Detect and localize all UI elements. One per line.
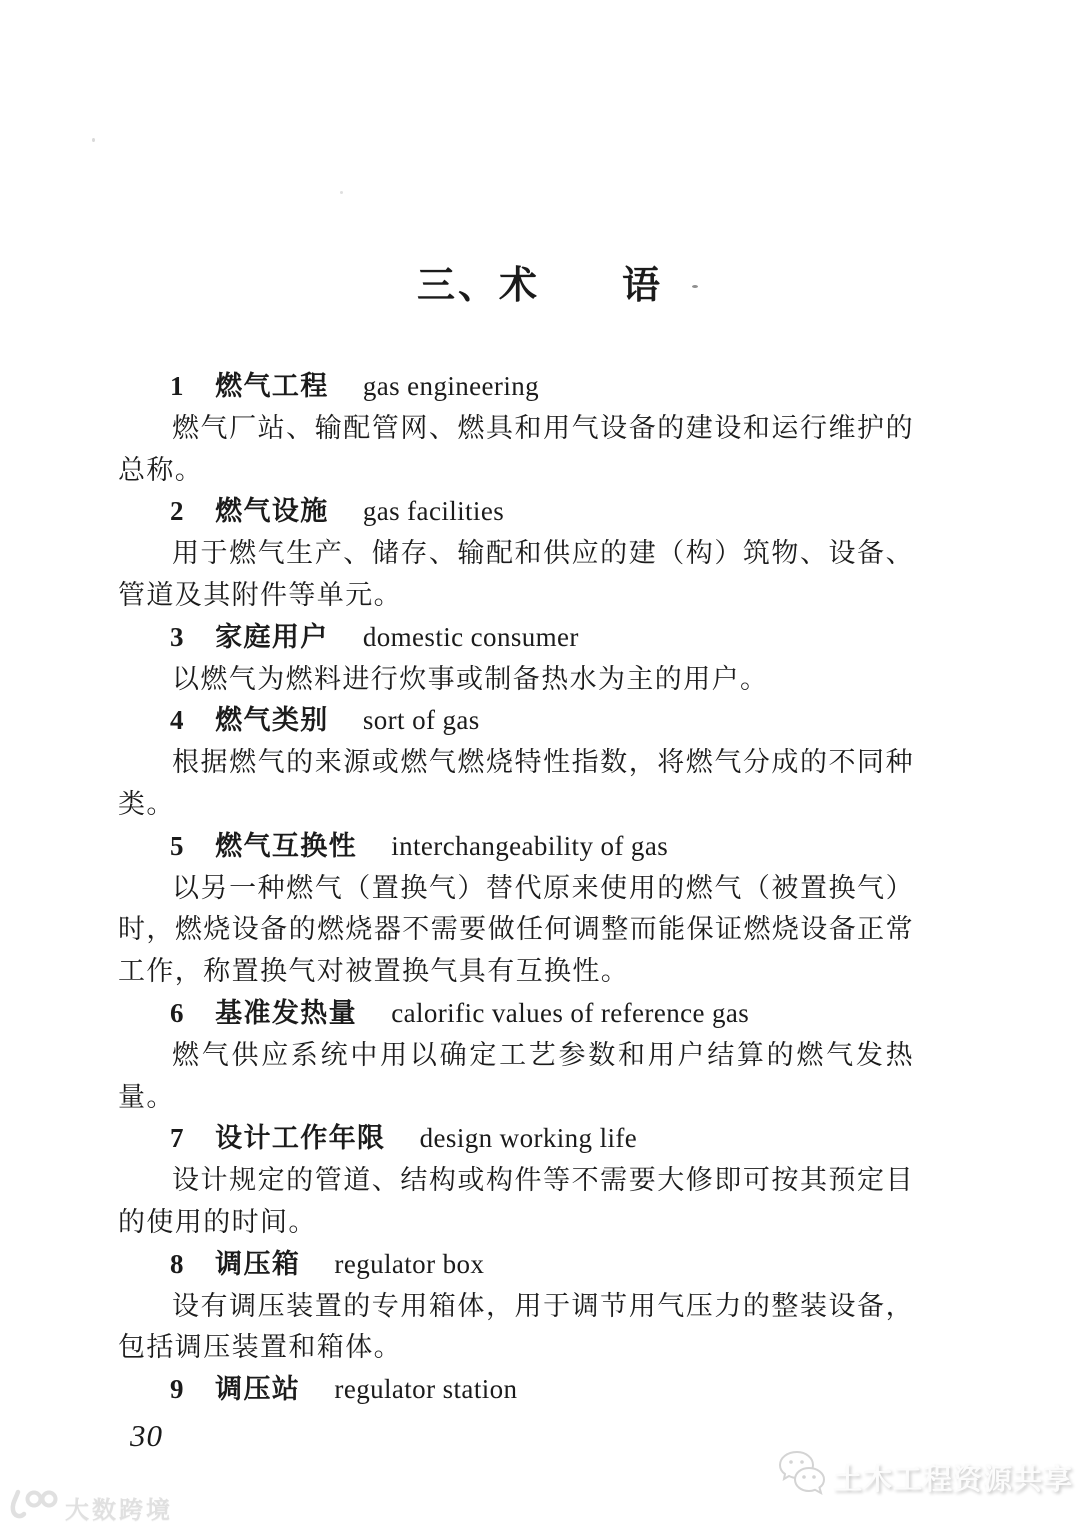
term-name-english: gas facilities bbox=[362, 496, 505, 527]
term-heading bbox=[118, 366, 914, 408]
term-name-chinese: 调压站 bbox=[215, 1374, 301, 1405]
term-name-chinese: 基准发热量 bbox=[215, 997, 358, 1028]
term-heading bbox=[118, 1244, 914, 1286]
watermark-left-label: 大数跨境 bbox=[65, 1497, 173, 1524]
term-name-english: domestic consumer bbox=[362, 621, 579, 652]
term-number: 5 bbox=[170, 830, 185, 861]
term-name-english: gas engineering bbox=[362, 371, 540, 401]
term-heading bbox=[118, 826, 914, 868]
term-name-chinese: 燃气类别 bbox=[215, 705, 329, 736]
term-definition: 以燃气为燃料进行炊事或制备热水为主的用户。 bbox=[172, 663, 769, 694]
scan-speck bbox=[92, 138, 95, 142]
term-name-english: regulator station bbox=[334, 1374, 518, 1405]
term-number: 8 bbox=[170, 1248, 185, 1279]
term-definition: 用于燃气生产、储存、输配和供应的建（构）筑物、设备、管道及其附件等单元。 bbox=[118, 538, 914, 610]
term-heading bbox=[118, 993, 914, 1035]
term-name-chinese: 家庭用户 bbox=[215, 621, 329, 652]
terms-list bbox=[118, 366, 914, 1411]
term-name-english: design working life bbox=[419, 1123, 638, 1154]
watermark-bottom-left bbox=[8, 1488, 173, 1527]
term-definition: 设有调压装置的专用箱体，用于调节用气压力的整装设备，包括调压装置和箱体。 bbox=[118, 1290, 914, 1363]
term-name-chinese: 调压箱 bbox=[215, 1248, 301, 1279]
term-heading bbox=[118, 1118, 914, 1160]
term-heading bbox=[118, 1369, 914, 1411]
term-name-english: sort of gas bbox=[362, 705, 480, 736]
term-number: 2 bbox=[170, 496, 185, 527]
watermark-right-label: 土木工程资源共享 bbox=[833, 1464, 1074, 1496]
page-number: 30 bbox=[130, 1418, 163, 1453]
term-definition: 燃气厂站、输配管网、燃具和用气设备的建设和运行维护的总称。 bbox=[118, 412, 914, 485]
term-number: 3 bbox=[170, 621, 185, 652]
watermark-bottom-right bbox=[775, 1450, 1073, 1505]
term-heading bbox=[118, 617, 914, 659]
term-number: 7 bbox=[170, 1123, 185, 1154]
term-name-english: interchangeability of gas bbox=[391, 830, 669, 861]
term-number: 1 bbox=[170, 371, 185, 401]
dashu-100-glasses-logo-icon bbox=[8, 1488, 58, 1527]
term-name-chinese: 燃气互换性 bbox=[215, 830, 358, 861]
wechat-icon bbox=[775, 1450, 827, 1505]
term-heading bbox=[118, 491, 914, 533]
term-name-chinese: 燃气工程 bbox=[215, 371, 329, 401]
term-name-english: calorific values of reference gas bbox=[391, 997, 750, 1028]
term-name-english: regulator box bbox=[334, 1248, 485, 1279]
term-definition: 设计规定的管道、结构或构件等不需要大修即可按其预定目的使用的时间。 bbox=[118, 1165, 914, 1237]
scan-speck bbox=[340, 191, 343, 194]
term-definition: 燃气供应系统中用以确定工艺参数和用户结算的燃气发热量。 bbox=[118, 1039, 914, 1112]
term-name-chinese: 设计工作年限 bbox=[215, 1123, 386, 1154]
term-number: 4 bbox=[170, 705, 185, 736]
term-number: 6 bbox=[170, 997, 185, 1028]
page-title: 三、术 语 bbox=[416, 265, 663, 307]
term-number: 9 bbox=[170, 1374, 185, 1405]
term-heading bbox=[118, 700, 914, 742]
term-definition: 根据燃气的来源或燃气燃烧特性指数，将燃气分成的不同种类。 bbox=[118, 747, 914, 819]
term-definition: 以另一种燃气（置换气）替代原来使用的燃气（被置换气）时，燃烧设备的燃烧器不需要做任何调整而能保证燃烧设备正常工作，称置换气对被置换气具有互换性。 bbox=[118, 872, 914, 987]
term-name-chinese: 燃气设施 bbox=[215, 496, 329, 527]
